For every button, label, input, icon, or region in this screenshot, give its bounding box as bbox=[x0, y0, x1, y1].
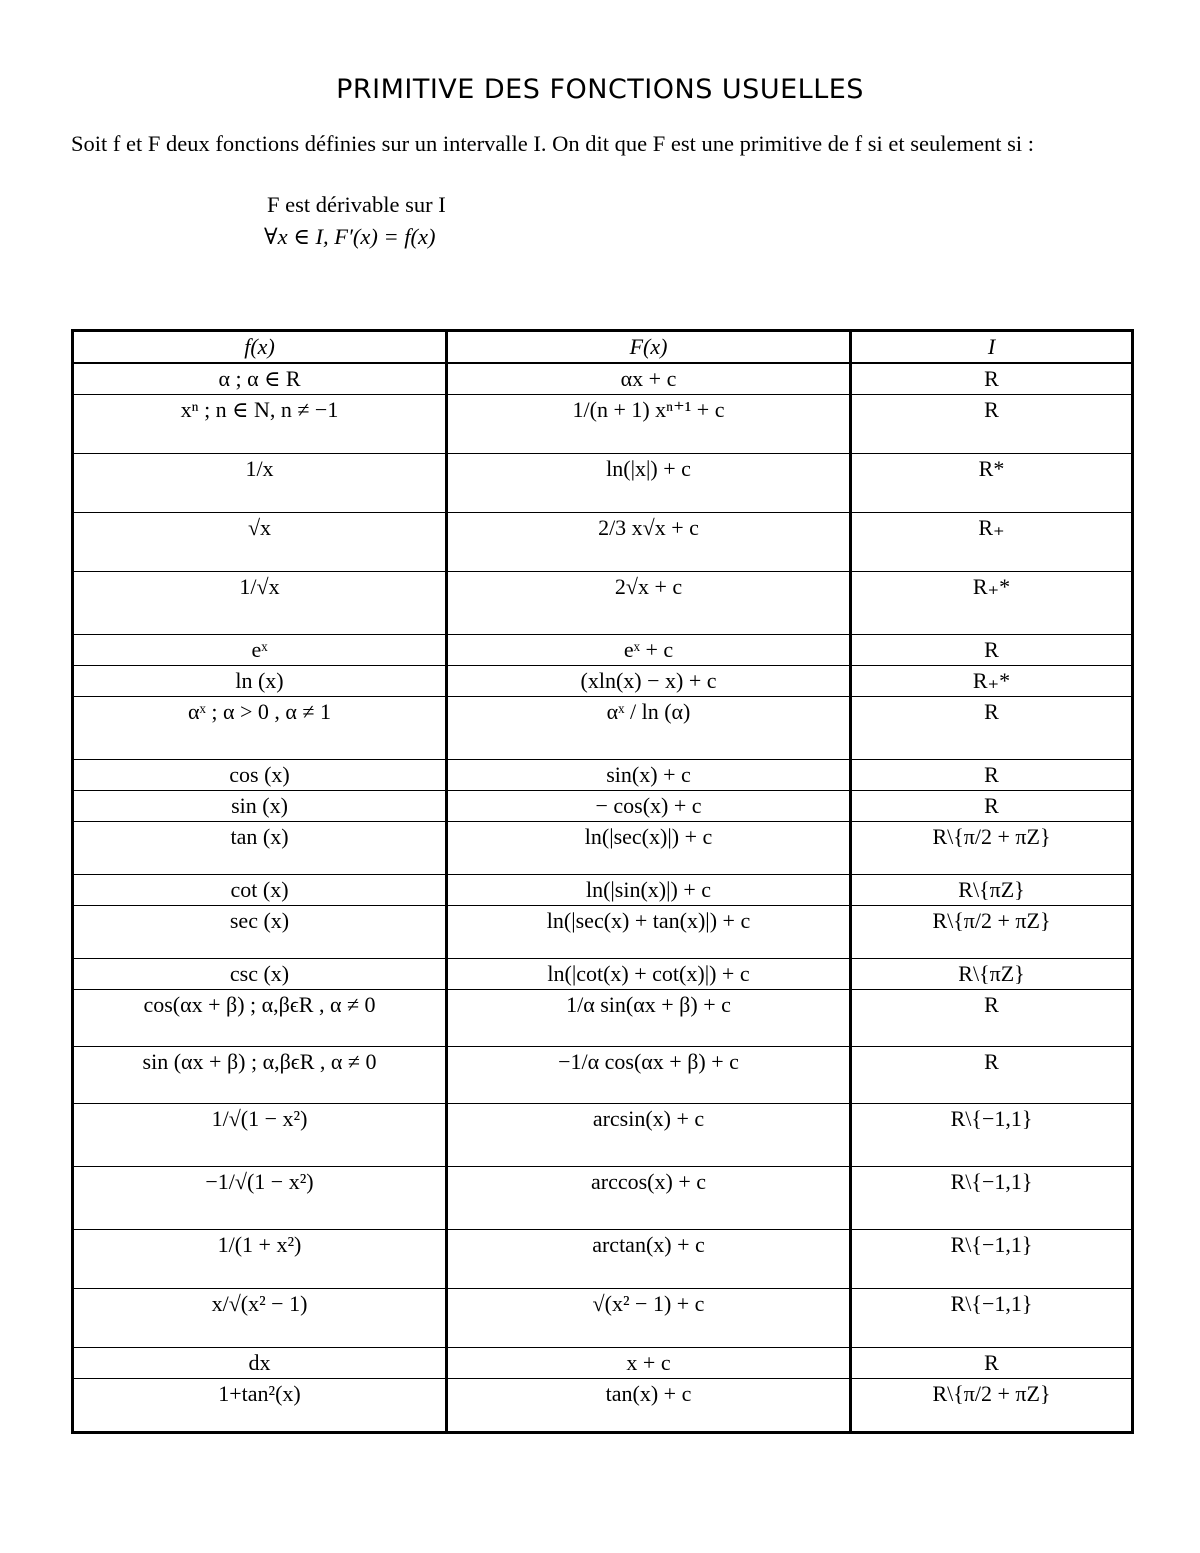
table-row bbox=[73, 1104, 1133, 1167]
table-row bbox=[73, 1047, 1133, 1104]
cell-F: − cos(x) + c bbox=[447, 791, 851, 822]
cell-f: sec (x) bbox=[73, 906, 447, 959]
cell-f: −1/√(1 − x²) bbox=[73, 1167, 447, 1230]
cell-interval: R\{−1,1} bbox=[851, 1289, 1133, 1348]
header-interval: I bbox=[851, 331, 1133, 364]
cell-F: x + c bbox=[447, 1348, 851, 1379]
cell-f: α ; α ∈ R bbox=[73, 363, 447, 395]
cell-F: ln(|sec(x)|) + c bbox=[447, 822, 851, 875]
cell-f: 1+tan²(x) bbox=[73, 1379, 447, 1433]
cell-interval: R bbox=[851, 395, 1133, 454]
cell-F: arctan(x) + c bbox=[447, 1230, 851, 1289]
cell-F: αˣ / ln (α) bbox=[447, 697, 851, 760]
cell-f: 1/(1 + x²) bbox=[73, 1230, 447, 1289]
page-title: PRIMITIVE DES FONCTIONS USUELLES bbox=[336, 74, 864, 105]
cell-f: dx bbox=[73, 1348, 447, 1379]
table-row bbox=[73, 395, 1133, 454]
table-row bbox=[73, 990, 1133, 1047]
cell-F: ln(|cot(x) + cot(x)|) + c bbox=[447, 959, 851, 990]
cell-interval: R bbox=[851, 791, 1133, 822]
cell-interval: R\{π/2 + πZ} bbox=[851, 1379, 1133, 1433]
cell-f: x/√(x² − 1) bbox=[73, 1289, 447, 1348]
table-row bbox=[73, 1230, 1133, 1289]
table-row bbox=[73, 363, 1133, 395]
table-row bbox=[73, 1167, 1133, 1230]
cell-interval: R\{−1,1} bbox=[851, 1104, 1133, 1167]
cell-F: eˣ + c bbox=[447, 635, 851, 666]
intro-paragraph: Soit f et F deux fonctions définies sur un intervalle I. On dit que F est une primitive de f si et seulement si : bbox=[71, 131, 1034, 156]
cell-f: √x bbox=[73, 513, 447, 572]
cell-interval: R bbox=[851, 760, 1133, 791]
condition-derivative-equality: ∀x ∈ I, F′(x) = f(x) bbox=[264, 224, 436, 249]
cell-f: tan (x) bbox=[73, 822, 447, 875]
cell-F: arccos(x) + c bbox=[447, 1167, 851, 1230]
cell-interval: R bbox=[851, 1348, 1133, 1379]
cell-interval: R bbox=[851, 363, 1133, 395]
table-row bbox=[73, 1348, 1133, 1379]
table-row bbox=[73, 875, 1133, 906]
cell-F: sin(x) + c bbox=[447, 760, 851, 791]
header-F: F(x) bbox=[447, 331, 851, 364]
cell-f: sin (αx + β) ; α,βϵR , α ≠ 0 bbox=[73, 1047, 447, 1104]
table-row bbox=[73, 822, 1133, 875]
cell-interval: R\{πZ} bbox=[851, 959, 1133, 990]
cell-F: tan(x) + c bbox=[447, 1379, 851, 1433]
primitives-table bbox=[71, 329, 1134, 1434]
cell-F: 1/(n + 1) xⁿ⁺¹ + c bbox=[447, 395, 851, 454]
cell-F: (xln(x) − x) + c bbox=[447, 666, 851, 697]
table-row bbox=[73, 513, 1133, 572]
cell-F: ln(|x|) + c bbox=[447, 454, 851, 513]
cell-F: 2√x + c bbox=[447, 572, 851, 635]
cell-F: αx + c bbox=[447, 363, 851, 395]
cell-interval: R\{−1,1} bbox=[851, 1230, 1133, 1289]
cell-interval: R bbox=[851, 635, 1133, 666]
cell-interval: R\{−1,1} bbox=[851, 1167, 1133, 1230]
cell-interval: R bbox=[851, 697, 1133, 760]
table-row bbox=[73, 1289, 1133, 1348]
cell-f: cos (x) bbox=[73, 760, 447, 791]
cell-F: ln(|sin(x)|) + c bbox=[447, 875, 851, 906]
cell-interval: R\{π/2 + πZ} bbox=[851, 822, 1133, 875]
cell-interval: R* bbox=[851, 454, 1133, 513]
cell-f: 1/√x bbox=[73, 572, 447, 635]
table-row bbox=[73, 1379, 1133, 1433]
table-header-row bbox=[73, 331, 1133, 364]
cell-f: eˣ bbox=[73, 635, 447, 666]
table-row bbox=[73, 959, 1133, 990]
cell-f: αˣ ; α > 0 , α ≠ 1 bbox=[73, 697, 447, 760]
cell-F: ln(|sec(x) + tan(x)|) + c bbox=[447, 906, 851, 959]
cell-f: sin (x) bbox=[73, 791, 447, 822]
cell-F: 1/α sin(αx + β) + c bbox=[447, 990, 851, 1047]
cell-interval: R bbox=[851, 1047, 1133, 1104]
cell-f: csc (x) bbox=[73, 959, 447, 990]
cell-interval: R bbox=[851, 990, 1133, 1047]
cell-F: √(x² − 1) + c bbox=[447, 1289, 851, 1348]
table-row bbox=[73, 454, 1133, 513]
table-row bbox=[73, 635, 1133, 666]
cell-interval: R₊* bbox=[851, 666, 1133, 697]
condition-derivable: F est dérivable sur I bbox=[267, 192, 446, 217]
cell-F: arcsin(x) + c bbox=[447, 1104, 851, 1167]
cell-interval: R\{πZ} bbox=[851, 875, 1133, 906]
cell-F: 2/3 x√x + c bbox=[447, 513, 851, 572]
table-row bbox=[73, 760, 1133, 791]
table-row bbox=[73, 697, 1133, 760]
cell-interval: R₊* bbox=[851, 572, 1133, 635]
cell-f: xⁿ ; n ∈ N, n ≠ −1 bbox=[73, 395, 447, 454]
cell-F: −1/α cos(αx + β) + c bbox=[447, 1047, 851, 1104]
cell-f: cos(αx + β) ; α,βϵR , α ≠ 0 bbox=[73, 990, 447, 1047]
cell-interval: R₊ bbox=[851, 513, 1133, 572]
cell-f: cot (x) bbox=[73, 875, 447, 906]
table-row bbox=[73, 906, 1133, 959]
header-f: f(x) bbox=[73, 331, 447, 364]
cell-f: ln (x) bbox=[73, 666, 447, 697]
table-row bbox=[73, 572, 1133, 635]
table-row bbox=[73, 666, 1133, 697]
cell-f: 1/x bbox=[73, 454, 447, 513]
table-row bbox=[73, 791, 1133, 822]
cell-interval: R\{π/2 + πZ} bbox=[851, 906, 1133, 959]
cell-f: 1/√(1 − x²) bbox=[73, 1104, 447, 1167]
